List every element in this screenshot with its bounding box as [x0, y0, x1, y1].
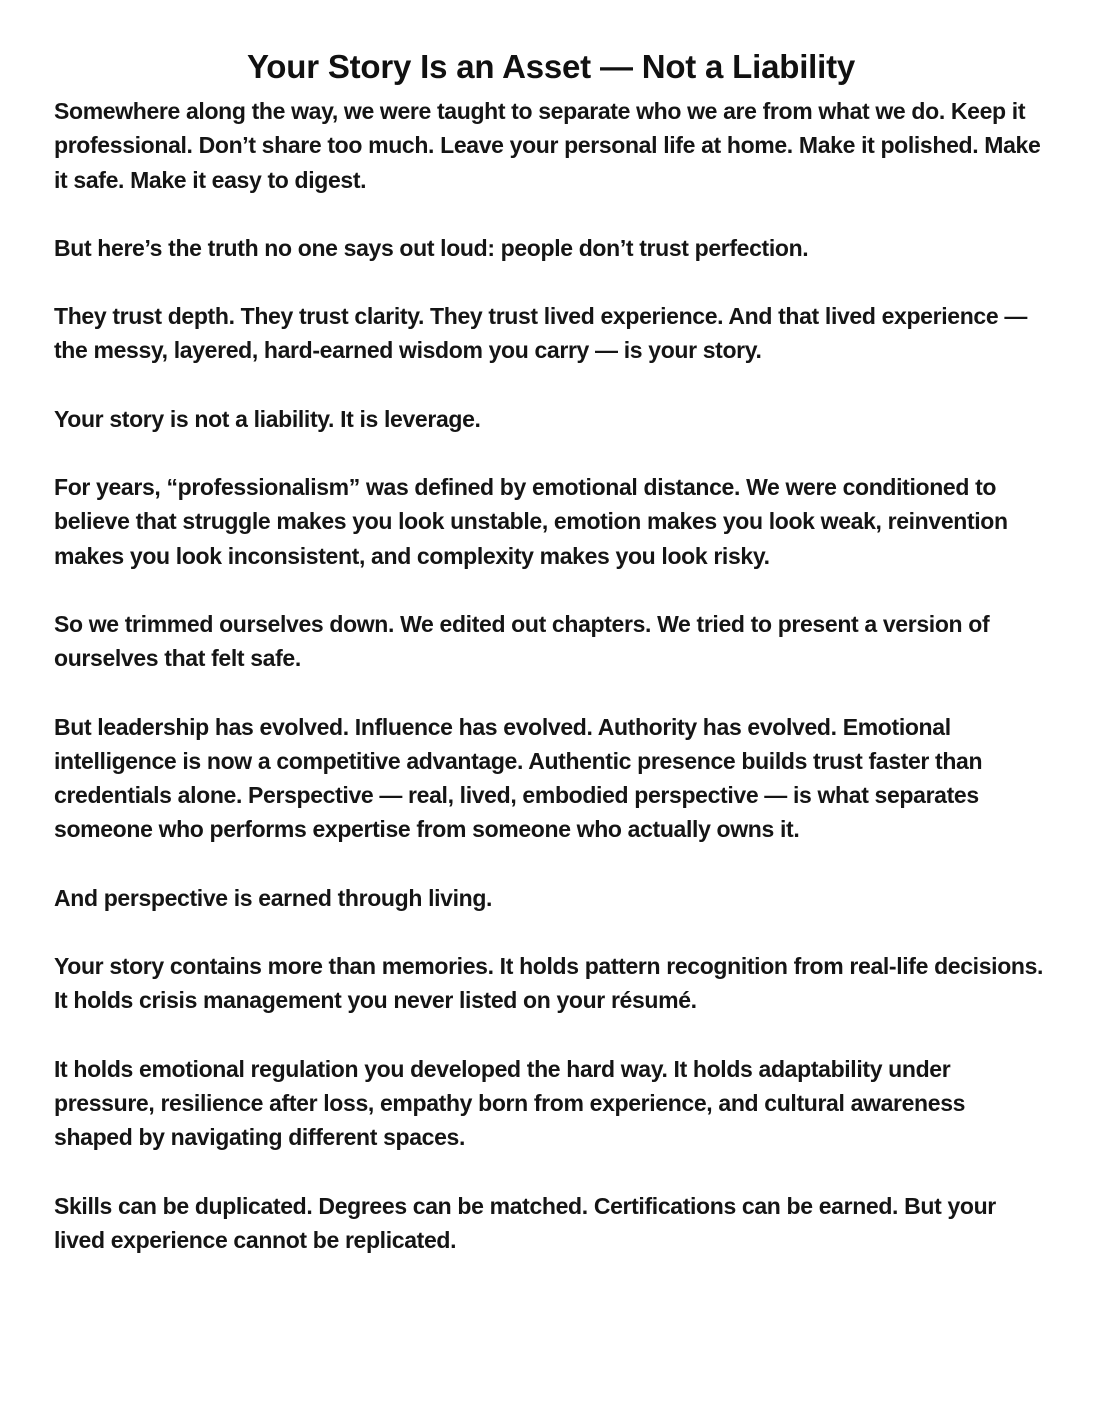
paragraph-5: For years, “professionalism” was defined by emotional distance. We were conditioned to believe that struggle makes you look unstable, emotion makes you look weak, reinvention makes you look inconsistent, and complexity makes you look risky.	[54, 474, 1008, 569]
document-body	[54, 94, 1048, 1257]
paragraph-1: Somewhere along the way, we were taught to separate who we are from what we do. Keep it professional. Don’t share too much. Leave your personal life at home. Make it polished. Make it safe. Make it easy to digest.	[54, 98, 1041, 193]
paragraph-8: And perspective is earned through living.	[54, 884, 493, 911]
paragraph-7: But leadership has evolved. Influence has evolved. Authority has evolved. Emotional intelligence is now a competitive advantage. Authentic presence builds trust faster than credentials alone. Perspective — real, lived, embodied perspective — is what separates someone who performs expertise from someone who actually owns it.	[54, 713, 983, 843]
paragraph-4: Your story is not a liability. It is leverage.	[54, 405, 481, 432]
document-title: Your Story Is an Asset — Not a Liability	[246, 48, 856, 85]
paragraph-11: Skills can be duplicated. Degrees can be matched. Certifications can be earned. But your lived experience cannot be replicated.	[54, 1192, 996, 1253]
paragraph-3: They trust depth. They trust clarity. They trust lived experience. And that lived experience — the messy, layered, hard-earned wisdom you carry — is your story.	[54, 303, 1027, 364]
paragraph-9: Your story contains more than memories. It holds pattern recognition from real-life decisions. It holds crisis management you never listed on your résumé.	[54, 953, 1044, 1014]
paragraph-2: But here’s the truth no one says out loud: people don’t trust perfection.	[54, 234, 809, 261]
paragraph-10: It holds emotional regulation you developed the hard way. It holds adaptability under pressure, resilience after loss, empathy born from experience, and cultural awareness shaped by navigating different spaces.	[54, 1055, 966, 1151]
paragraph-6: So we trimmed ourselves down. We edited out chapters. We tried to present a version of ourselves that felt safe.	[54, 610, 990, 672]
